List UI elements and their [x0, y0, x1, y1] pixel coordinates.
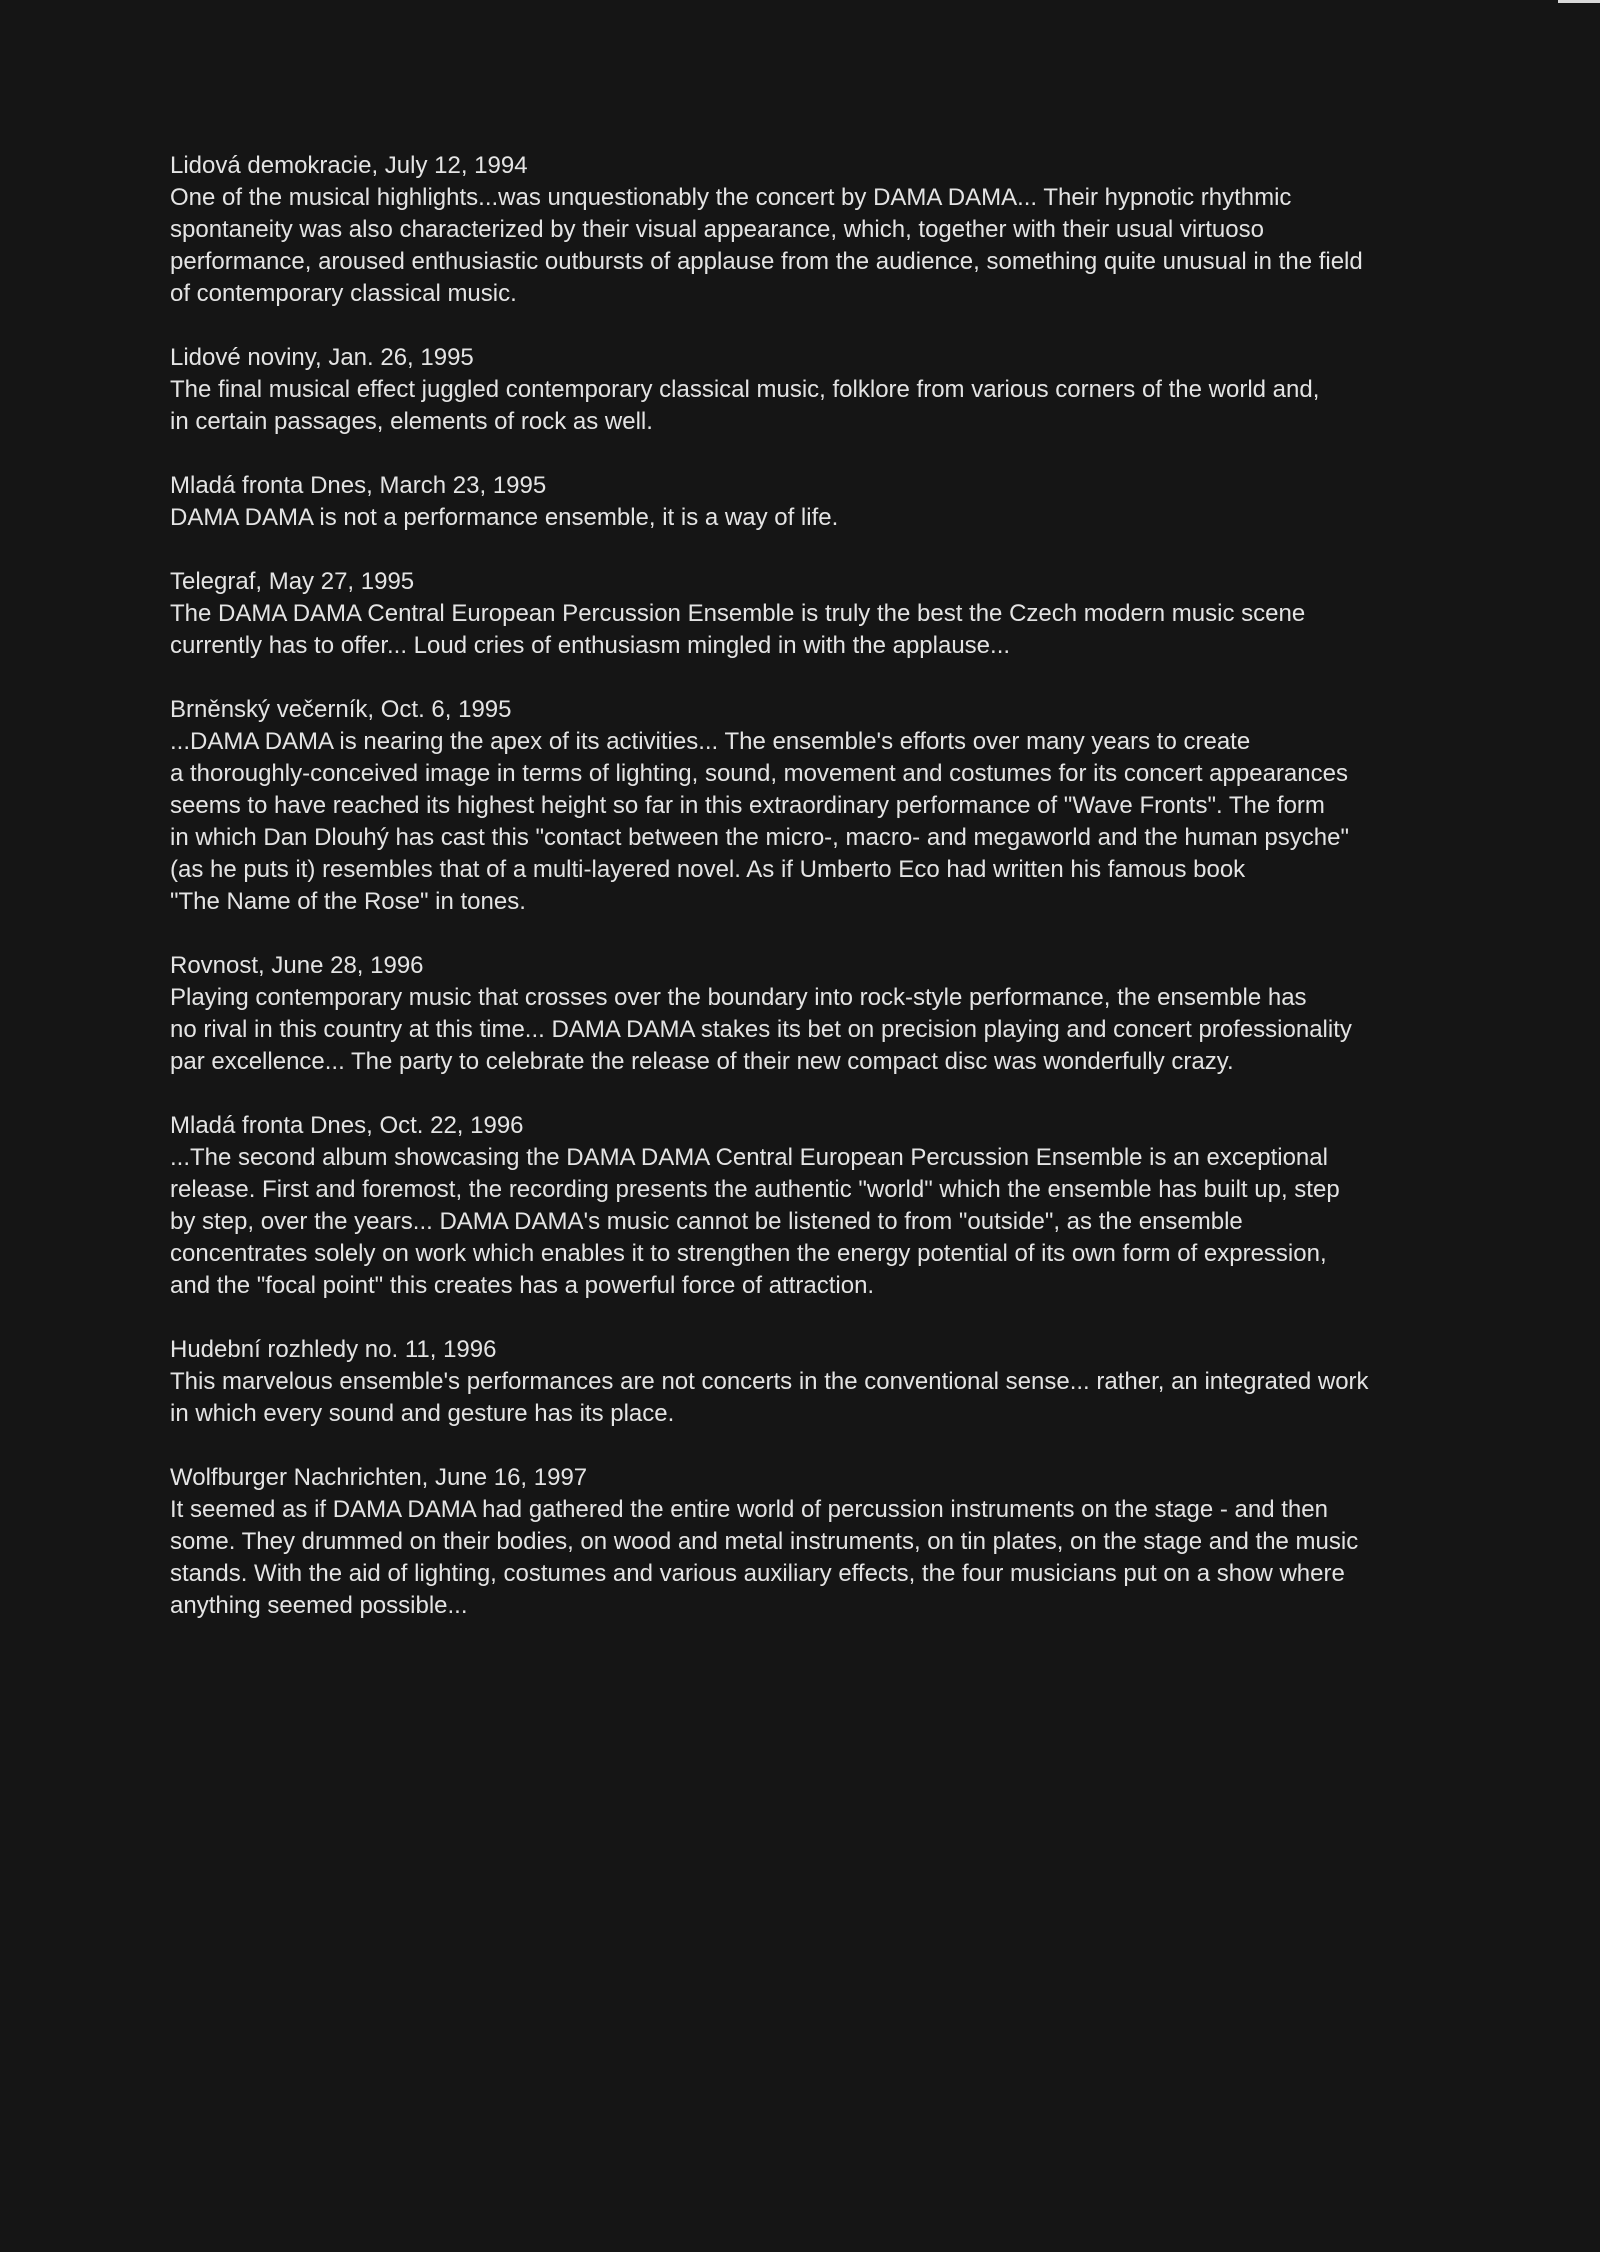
press-reviews: [170, 150, 1550, 1654]
review-text-line: ...The second album showcasing the DAMA DAMA Central European Percussion Ensemble is an exceptional: [170, 1144, 1328, 1171]
review-text-line: concentrates solely on work which enables it to strengthen the energy potential of its own form of expression,: [170, 1240, 1327, 1267]
review-entry: [170, 950, 1550, 1078]
review-source: Wolfburger Nachrichten, June 16, 1997: [170, 1464, 588, 1491]
review-text-line: anything seemed possible...: [170, 1592, 468, 1619]
review-text-line: seems to have reached its highest height so far in this extraordinary performance of "Wave Fronts". The form: [170, 792, 1325, 819]
review-text-line: It seemed as if DAMA DAMA had gathered the entire world of percussion instruments on the stage - and then: [170, 1496, 1328, 1523]
review-text-line: spontaneity was also characterized by their visual appearance, which, together with their usual virtuoso: [170, 216, 1264, 243]
review-source: Mladá fronta Dnes, March 23, 1995: [170, 472, 547, 499]
review-text-line: The final musical effect juggled contemporary classical music, folklore from various corners of the world and,: [170, 376, 1320, 403]
review-text-line: performance, aroused enthusiastic outbursts of applause from the audience, something quite unusual in the field: [170, 248, 1363, 275]
review-text-line: no rival in this country at this time... DAMA DAMA stakes its bet on precision playing and concert professionality: [170, 1016, 1352, 1043]
review-text-line: some. They drummed on their bodies, on wood and metal instruments, on tin plates, on the stage and the music: [170, 1528, 1359, 1555]
review-source: Brněnský večerník, Oct. 6, 1995: [170, 696, 512, 723]
review-entry: [170, 566, 1550, 662]
review-text-line: and the "focal point" this creates has a powerful force of attraction.: [170, 1272, 875, 1299]
review-source: Rovnost, June 28, 1996: [170, 952, 424, 979]
review-source: Lidové noviny, Jan. 26, 1995: [170, 344, 474, 371]
corner-mark: [1558, 0, 1600, 3]
review-text-line: stands. With the aid of lighting, costumes and various auxiliary effects, the four musicians put on a show where: [170, 1560, 1345, 1587]
review-text-line: in which Dan Dlouhý has cast this "contact between the micro-, macro- and megaworld and the human psyche": [170, 824, 1349, 851]
review-entry: [170, 1334, 1550, 1430]
review-entry: [170, 1110, 1550, 1302]
review-entry: [170, 470, 1550, 534]
review-text-line: in which every sound and gesture has its place.: [170, 1400, 675, 1427]
review-text-line: a thoroughly-conceived image in terms of lighting, sound, movement and costumes for its concert appearances: [170, 760, 1348, 787]
review-text-line: This marvelous ensemble's performances are not concerts in the conventional sense... rather, an integrated work: [170, 1368, 1369, 1395]
review-text-line: (as he puts it) resembles that of a multi-layered novel. As if Umberto Eco had written his famous book: [170, 856, 1246, 883]
review-text-line: The DAMA DAMA Central European Percussion Ensemble is truly the best the Czech modern music scene: [170, 600, 1306, 627]
review-text-line: Playing contemporary music that crosses over the boundary into rock-style performance, the ensemble has: [170, 984, 1307, 1011]
review-text-line: par excellence... The party to celebrate the release of their new compact disc was wonderfully crazy.: [170, 1048, 1234, 1075]
review-text-line: One of the musical highlights...was unquestionably the concert by DAMA DAMA... Their hypnotic rhythmic: [170, 184, 1292, 211]
review-text-line: DAMA DAMA is not a performance ensemble, it is a way of life.: [170, 504, 839, 531]
review-entry: [170, 150, 1550, 310]
review-entry: [170, 1462, 1550, 1622]
review-source: Hudební rozhledy no. 11, 1996: [170, 1336, 497, 1363]
review-text-line: currently has to offer... Loud cries of enthusiasm mingled in with the applause...: [170, 632, 1011, 659]
review-text-line: in certain passages, elements of rock as well.: [170, 408, 653, 435]
review-text-line: of contemporary classical music.: [170, 280, 517, 307]
review-text-line: by step, over the years... DAMA DAMA's music cannot be listened to from "outside", as the ensemble: [170, 1208, 1243, 1235]
review-text-line: ...DAMA DAMA is nearing the apex of its activities... The ensemble's efforts over many years to create: [170, 728, 1251, 755]
review-entry: [170, 694, 1550, 918]
review-source: Lidová demokracie, July 12, 1994: [170, 152, 528, 179]
review-source: Telegraf, May 27, 1995: [170, 568, 415, 595]
review-entry: [170, 342, 1550, 438]
review-text-line: "The Name of the Rose" in tones.: [170, 888, 526, 915]
review-source: Mladá fronta Dnes, Oct. 22, 1996: [170, 1112, 524, 1139]
review-text-line: release. First and foremost, the recording presents the authentic "world" which the ensemble has built up, step: [170, 1176, 1340, 1203]
